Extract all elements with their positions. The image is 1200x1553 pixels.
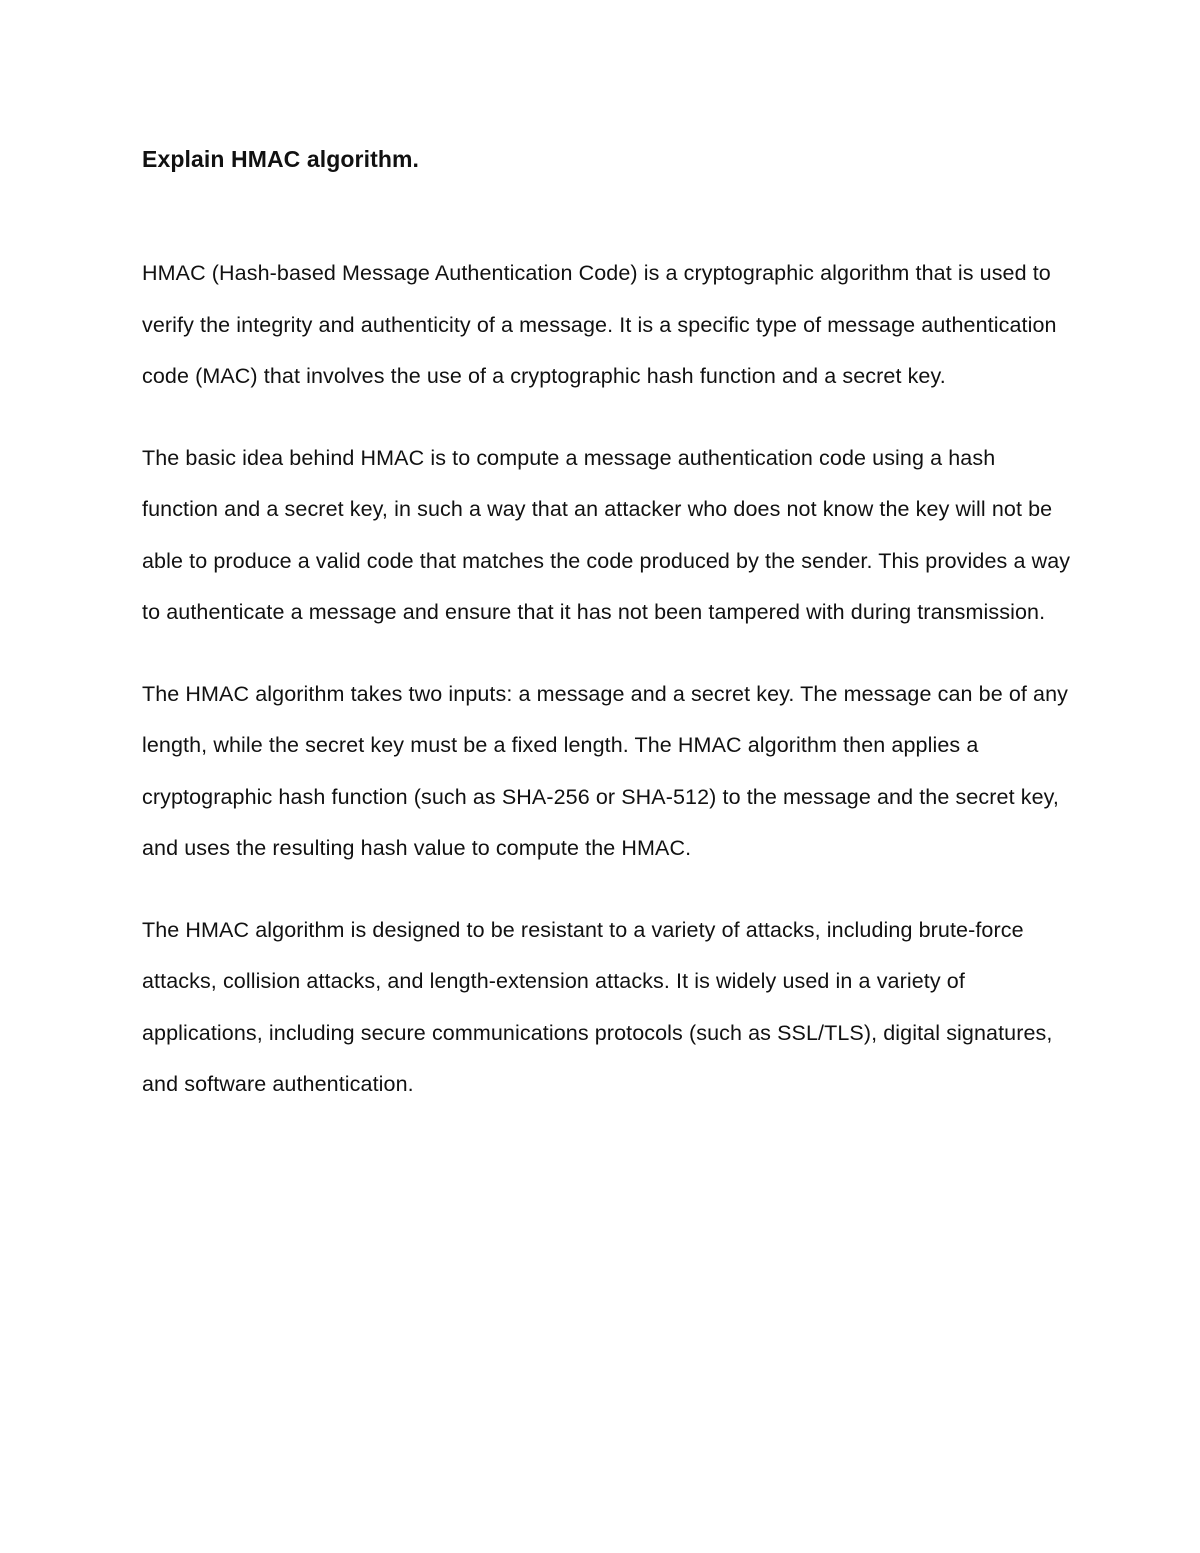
document-body bbox=[142, 140, 1072, 1141]
paragraph-inputs: The HMAC algorithm takes two inputs: a message and a secret key. The message can be of any length, while the secret key must be a fixed length. The HMAC algorithm then applies a cryptographic hash function (such as SHA-256 or SHA-512) to the message and the secret key, and uses the resulting hash value to compute the HMAC. bbox=[142, 681, 1068, 860]
document-title: Explain HMAC algorithm. bbox=[142, 146, 420, 172]
paragraph-hmac-definition: HMAC (Hash-based Message Authentication Code) is a cryptographic algorithm that is used to verify the integrity and authenticity of a message. It is a specific type of message authentication code (MAC) that involves the use of a cryptographic hash function and a secret key. bbox=[142, 261, 1057, 388]
paragraph-security-uses: The HMAC algorithm is designed to be resistant to a variety of attacks, including brute-force attacks, collision attacks, and length-extension attacks. It is widely used in a variety of applications, including secure communications protocols (such as SSL/TLS), digital signatures, and software authentication. bbox=[142, 917, 1053, 1096]
paragraph-basic-idea: The basic idea behind HMAC is to compute a message authentication code using a hash function and a secret key, in such a way that an attacker who does not know the key will not be able to produce a valid code that matches the code produced by the sender. This provides a way to authenticate a message and ensure that it has not been tampered with during transmission. bbox=[142, 445, 1071, 624]
